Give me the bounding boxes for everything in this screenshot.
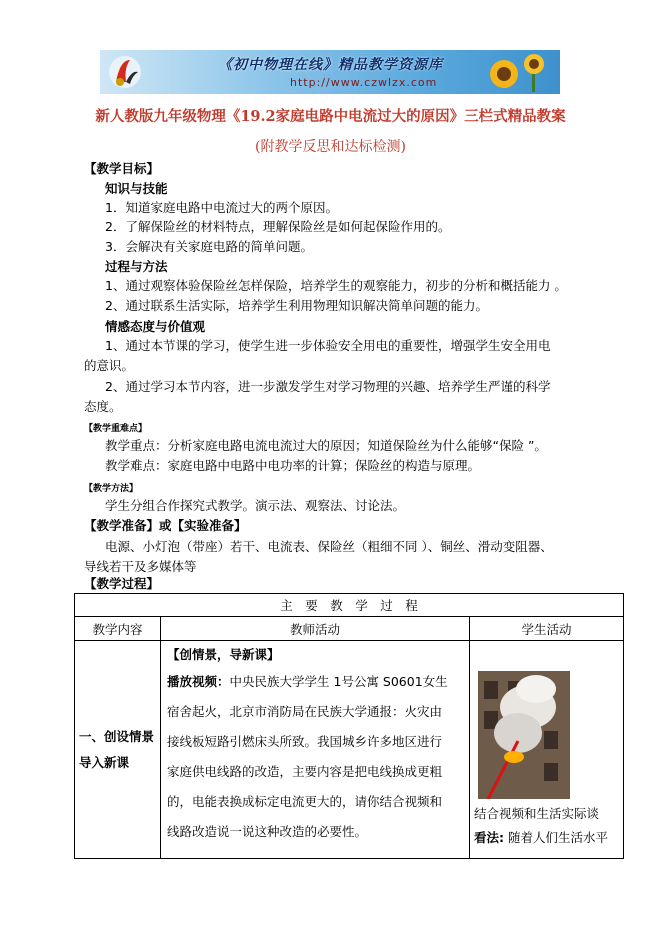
student-text: 结合视频和生活实际谈: [474, 806, 600, 821]
process-heading: 过程与方法: [105, 259, 168, 274]
prep-heading: 【教学准备】或【实验准备】: [84, 518, 247, 533]
teaching-process-table: [74, 593, 624, 859]
teacher-text: 中央民族大学学生 1号公寓 S0601女生: [229, 674, 448, 689]
document-subtitle: (附教学反思和达标检测): [255, 139, 406, 155]
prep-line: 导线若干及多媒体等: [84, 559, 197, 574]
teacher-heading: 【创情景，导新课】: [167, 647, 280, 662]
header-banner: [100, 50, 560, 94]
process-item: 1、通过观察体验保险丝怎样保险，培养学生的观察能力，初步的分析和概括能力 。: [105, 278, 567, 293]
key-points-heading: 【教学重难点】: [84, 424, 148, 434]
content-line: 一、创设情景: [79, 728, 155, 744]
process-table-heading: 【教学过程】: [84, 576, 160, 591]
prep-line: 电源、小灯泡（带座）若干、电流表、保险丝（粗细不同 ）、铜丝、滑动变阻器、: [105, 539, 553, 554]
knowledge-item: 2．了解保险丝的材料特点，理解保险丝是如何起保险作用的。: [105, 219, 451, 234]
emotion-item: 2、通过学习本节内容，进一步激发学生对学习物理的兴趣、培养学生严谨的科学: [105, 379, 551, 394]
fire-photo: [478, 671, 570, 799]
knowledge-heading: 知识与技能: [105, 181, 168, 196]
knowledge-item: 1．知道家庭电路中电流过大的两个原因。: [105, 200, 338, 215]
content-cell: [75, 641, 161, 859]
emotion-heading: 情感态度与价值观: [105, 319, 206, 334]
sunflower-icon: [474, 52, 554, 92]
emotion-item: 态度。: [84, 399, 122, 414]
fire-smoke-image: [478, 671, 570, 799]
teaching-focus: 教学重点：分析家庭电路电流电流过大的原因；知道保险丝为什么能够“保险 ”。: [105, 438, 547, 453]
content-line: 导入新课: [79, 754, 130, 770]
emotion-item: 1、通过本节课的学习，使学生进一步体验安全用电的重要性，增强学生安全用电: [105, 338, 551, 353]
methods-heading: 【教学方法】: [84, 484, 139, 494]
emotion-item: 的意识。: [84, 358, 135, 373]
column-header-content: 教学内容: [75, 617, 161, 641]
teacher-text: 线路改造说一说这种改造的必要性。: [167, 824, 368, 839]
methods-text: 学生分组合作探究式教学。演示法、观察法、讨论法。: [105, 498, 406, 513]
banner-url: http://www.czwlzx.com: [290, 76, 438, 89]
teacher-text: 家庭供电线路的改造，主要内容是把电线换成更粗: [167, 764, 443, 779]
knowledge-item: 3．会解决有关家庭电路的简单问题。: [105, 239, 313, 254]
column-header-student: 学生活动: [470, 617, 624, 641]
banner-title: 《初中物理在线》精品教学资源库: [218, 57, 443, 73]
table-caption: 主 要 教 学 过 程: [75, 594, 624, 617]
objectives-heading: 【教学目标】: [84, 161, 160, 176]
document-title: 新人教版九年级物理《19.2家庭电路中电流过大的原因》三栏式精品教案: [95, 108, 566, 125]
video-label: 播放视频：: [167, 674, 230, 689]
student-cell: [470, 641, 624, 859]
student-text: 随着人们生活水平: [504, 830, 608, 845]
teacher-text: 的，电能表换成标定电流更大的，请你结合视频和: [167, 794, 443, 809]
column-header-teacher: 教师活动: [161, 617, 470, 641]
logo-icon: [106, 54, 144, 90]
teacher-text: 接线板短路引燃床头所致。我国城乡许多地区进行: [167, 734, 443, 749]
teacher-text: 宿舍起火，北京市消防局在民族大学通报：火灾由: [167, 704, 443, 719]
student-view-label: 看法:: [474, 830, 504, 845]
process-item: 2、通过联系生活实际，培养学生利用物理知识解决简单问题的能力。: [105, 298, 488, 313]
teaching-difficulty: 教学难点：家庭电路中电路中电功率的计算；保险丝的构造与原理。: [105, 458, 481, 473]
teacher-cell: [161, 641, 470, 859]
